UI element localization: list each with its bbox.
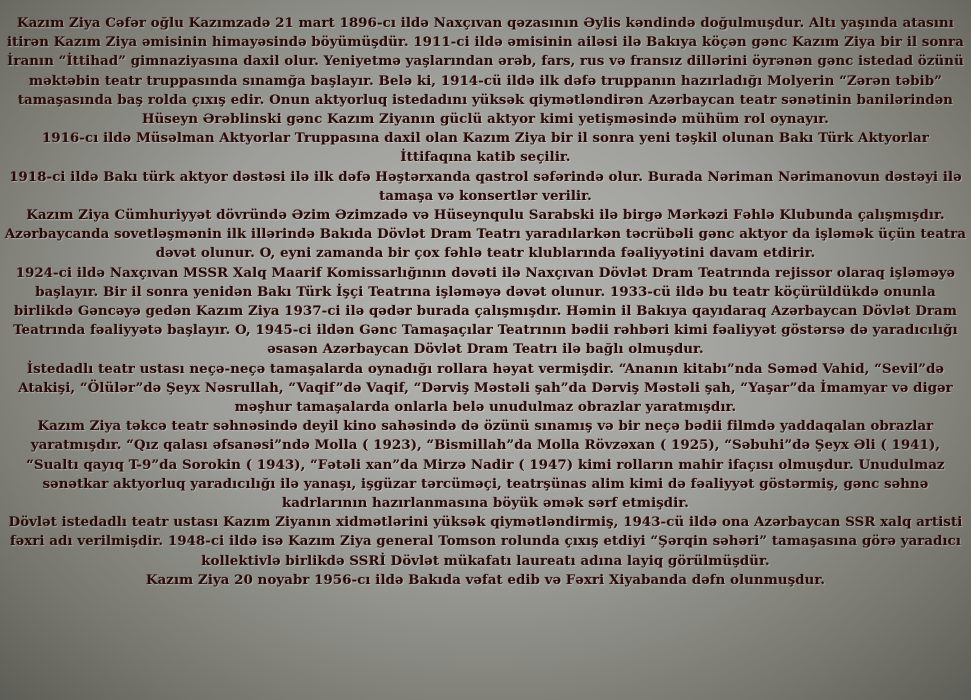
paragraph-republic-era: Kazım Ziya Cümhuriyyət dövründə Əzim Əzimzadə və Hüseynqulu Sarabski ilə birgə Mərkəzi Fəhlə Klubunda çalışmışdır. Azərbaycanda sovetləşmənin ilk illərində Bakıda Dövlət Dram Teatrı yaradılarkən təcrübəli gənc aktyor da işləmək üçün teatra dəvət olunur. O, eyni zamanda bir çox fəhlə teatr klublarında fəaliyyətini davam etdirir. (4, 208, 967, 262)
paragraph-death: Kazım Ziya 20 noyabr 1956-cı ildə Bakıda vəfat edib və Fəxri Xiyabanda dəfn olunmuşdur. (145, 572, 826, 588)
paragraph-awards: Dövlət istedadlı teatr ustası Kazım Ziyanın xidmətlərini yüksək qiymətləndirmiş, 1943-cü ildə ona Azərbaycan SSR xalq artisti fəxri adı verilmişdir. 1948-ci ildə isə Kazım Ziya general Tomson rolunda çıxış etdiyi “Şərqin səhəri” tamaşasına görə yaradıcı kollektivlə birlikdə SSRİ Dövlət mükafatı laureatı adına layiq görülmüşdür. (8, 515, 963, 569)
paragraph-early-life: Kazım Ziya Cəfər oğlu Kazımzadə 21 mart 1896-cı ildə Naxçıvan qəzasının Əylis kəndində doğulmuşdur. Altı yaşında atasını itirən Kazım Ziya əmisinin himayəsində böyümüşdür. 1911-ci ildə əmisinin ailəsi ilə Bakıya köçən gənc Kazım Ziya bir il sonra İranın “İttihad” gimnaziyasına daxil olur. Yeniyetmə yaşlarından ərəb, fars, rus və fransız dillərini öyrənən gənc istedad özünü məktəbin teatr truppasında sınamğa başlayır. Belə ki, 1914-cü ildə ilk dəfə truppanın hazırladığı Molyerin “Zərən təbib” tamaşasında baş rolda çıxış edir. Onun aktyorluq istedadını yüksək qiymətləndirən Azərbaycan teatr sənətinin banilərindən Hüseyn Ərəblinski gənc Kazım Ziyanın güclü aktyor kimi yetişməsində mühüm rol oynayır. (6, 16, 964, 128)
paragraph-1924: 1924-ci ildə Naxçıvan MSSR Xalq Maarif Komissarlığının dəvəti ilə Naxçıvan Dövlət Dram Teatrında rejissor olaraq işləməyə başlayır. Bir il sonra yenidən Bakı Türk İşçi Teatrına işləməyə dəvət olunur. 1933-cü ildə bu teatr köçürüldükdə onunla birlikdə Gəncəyə gedən Kazım Ziya 1937-ci ilə qədər burada çalışmışdır. Həmin il Bakıya qayıdaraq Azərbaycan Dövlət Dram Teatrında fəaliyyətə başlayır. O, 1945-ci ildən Gənc Tamaşaçılar Teatrının bədii rəhbəri kimi fəaliyyət göstərsə də yaradıcılığı əsasən Azərbaycan Dövlət Dram Teatrı ilə bağlı olmuşdur. (13, 265, 958, 358)
paragraph-1918: 1918-ci ildə Bakı türk aktyor dəstəsi ilə ilk dəfə Həştərxanda qastrol səfərində olur. Burada Nəriman Nərimanovun dəstəyi ilə tamaşa və konsertlər verilir. (9, 169, 962, 204)
paragraph-cinema: Kazım Ziya təkcə teatr səhnəsində deyil kino sahəsində də özünü sınamış və bir neçə bədii filmdə yaddaqalan obrazlar yaratmışdır. “Qız qalası əfsanəsi”ndə Molla ( 1923), “Bismillah”da Molla Rövzəxan ( 1925), “Səbuhi”də Şeyx Əli ( 1941), “Sualtı qayıq T-9”da Sorokin ( 1943), “Fətəli xan”da Mirzə Nadir ( 1947) kimi rolların mahir ifaçısı olmuşdur. Unudulmaz sənətkar aktyorluq yaradıcılığı ilə yanaşı, işgüzar tərcüməçi, teatrşünas alim kimi də fəaliyyət göstərmiş, gənc səhnə kadrlarının hazırlanmasına böyük əmək sərf etmişdir. (26, 419, 945, 512)
paragraph-roles: İstedadlı teatr ustası neçə-neçə tamaşalarda oynadığı rollara həyat vermişdir. “Ananın kitabı”nda Səməd Vahid, “Sevil”də Atakişi, “Ölülər”də Şeyx Nəsrullah, “Vaqif”də Vaqif, “Dərviş Məstəli şah”da Dərviş Məstəli şah, “Yaşar”da İmamyar və digər məşhur tamaşalarda onlarla belə unudulmaz obrazlar yaratmışdır. (18, 361, 953, 416)
paragraph-1916: 1916-cı ildə Müsəlman Aktyorlar Truppasına daxil olan Kazım Ziya bir il sonra yeni təşkil olunan Bakı Türk Aktyorlar İttifaqına katib seçilir. (42, 131, 929, 166)
